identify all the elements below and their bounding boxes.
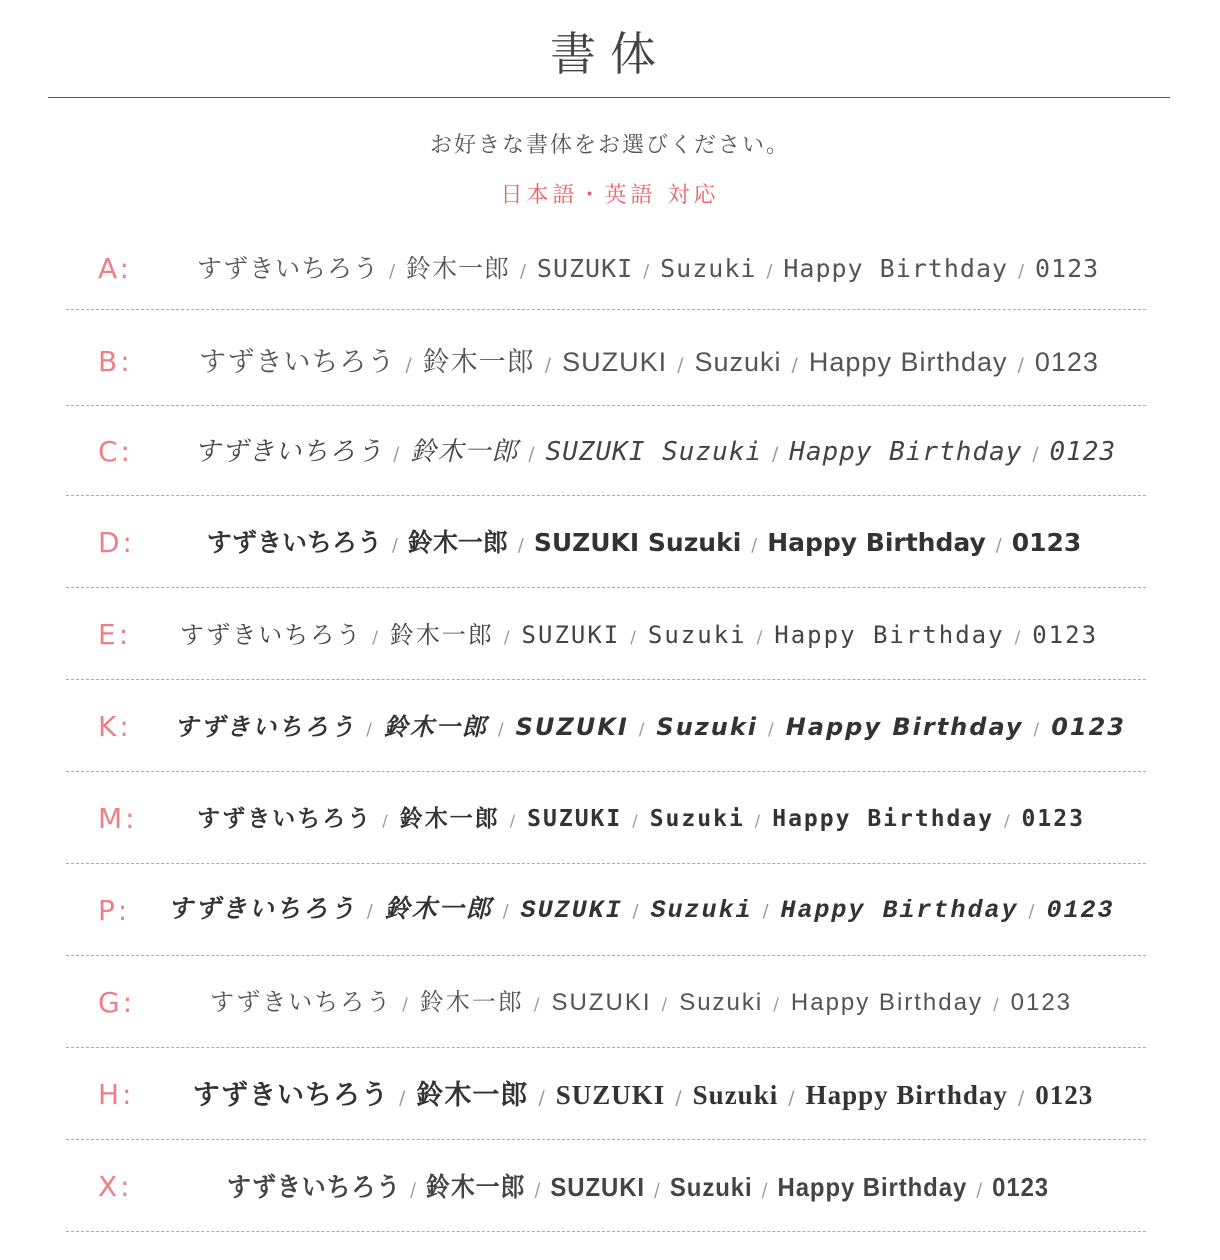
font-sample-line xyxy=(166,891,1116,932)
font-sample-text: 鈴木一郎 xyxy=(389,621,494,649)
font-sample-text: すずきいちろう xyxy=(226,1172,402,1202)
font-sample-text: 0123 xyxy=(1011,528,1082,557)
font-sample-text: 鈴木一郎 xyxy=(384,896,493,925)
font-sample-text: 鈴木一郎 xyxy=(383,713,488,741)
font-sample-text: 0123 xyxy=(1035,1080,1094,1110)
font-label: X: xyxy=(98,1170,133,1203)
font-sample-text: SUZUKI xyxy=(551,989,652,1016)
font-sample-text: すずきいちろう xyxy=(196,254,380,283)
separator-slash: / xyxy=(754,811,763,830)
font-sample-text: SUZUKI Suzuki xyxy=(545,437,763,467)
font-row-b xyxy=(66,318,1146,406)
font-sample-text: Suzuki xyxy=(679,989,764,1016)
font-sample-line xyxy=(194,432,1117,475)
font-sample-text: SUZUKI xyxy=(562,347,668,377)
font-sample-text: Happy Birthday xyxy=(785,713,1024,741)
font-sample-text: Suzuki xyxy=(656,713,759,741)
separator-slash: / xyxy=(1028,902,1037,922)
font-row-p xyxy=(66,866,1146,956)
separator-slash: / xyxy=(791,354,799,376)
font-sample-line xyxy=(178,249,1118,292)
font-sample-text: すずきいちろう xyxy=(197,806,373,832)
font-sample-line xyxy=(204,523,1084,566)
font-row-h xyxy=(66,1050,1146,1140)
font-sample-text: Suzuki xyxy=(649,806,745,832)
font-sample-text: 0123 xyxy=(1046,896,1115,925)
separator-slash: / xyxy=(772,444,780,465)
font-label: K: xyxy=(98,710,132,743)
font-sample-text: SUZUKI xyxy=(521,621,621,649)
font-sample-text: 鈴木一郎 xyxy=(410,437,519,467)
separator-slash: / xyxy=(788,1087,796,1109)
font-sample-text: SUZUKI xyxy=(555,1080,666,1110)
separator-slash: / xyxy=(372,627,380,647)
separator-slash: / xyxy=(643,262,651,282)
separator-slash: / xyxy=(630,627,638,647)
separator-slash: / xyxy=(382,811,390,830)
font-sample-text: 鈴木一郎 xyxy=(399,806,500,832)
font-label: H: xyxy=(98,1078,135,1111)
separator-slash: / xyxy=(538,1087,546,1109)
font-sample-text: 鈴木一郎 xyxy=(405,254,510,283)
separator-slash: / xyxy=(632,811,640,830)
font-label: A: xyxy=(98,252,133,285)
separator-slash: / xyxy=(677,354,685,376)
font-sample-text: すずきいちろう xyxy=(167,896,357,925)
separator-slash: / xyxy=(976,1180,983,1201)
font-row-d xyxy=(66,498,1146,588)
font-sample-text: Happy Birthday xyxy=(790,989,983,1016)
font-sample-text: Happy Birthday xyxy=(777,1172,968,1202)
font-row-e xyxy=(66,590,1146,680)
font-row-a xyxy=(66,228,1146,310)
font-sample-text: 0123 xyxy=(992,1172,1050,1202)
page-title: 書体 xyxy=(550,27,670,81)
font-sample-text: Happy Birthday xyxy=(780,896,1019,925)
font-row-g xyxy=(66,958,1146,1048)
separator-slash: / xyxy=(1017,354,1025,376)
font-sample-text: SUZUKI xyxy=(536,254,634,283)
separator-slash: / xyxy=(661,994,670,1014)
font-sample-text: Happy Birthday xyxy=(774,621,1005,649)
font-sample-text: Suzuki xyxy=(694,347,782,377)
font-sample-text: すずきいちろう xyxy=(192,1080,389,1110)
font-label: E: xyxy=(98,618,132,651)
font-sample-line xyxy=(166,983,1116,1024)
separator-slash: / xyxy=(410,1180,417,1201)
separator-slash: / xyxy=(502,902,511,922)
title-divider xyxy=(48,97,1170,98)
separator-slash: / xyxy=(405,354,413,376)
intro-subtitle: お好きな書体をお選びください。 xyxy=(429,133,790,158)
separator-slash: / xyxy=(399,1087,407,1109)
font-sample-line xyxy=(178,1075,1108,1118)
separator-slash: / xyxy=(533,994,542,1014)
font-sample-text: 0123 xyxy=(1010,989,1073,1016)
separator-slash: / xyxy=(544,354,553,376)
font-sample-text: 0123 xyxy=(1034,347,1099,377)
font-row-c xyxy=(66,408,1146,496)
separator-slash: / xyxy=(766,262,774,282)
separator-slash: / xyxy=(756,627,765,647)
separator-slash: / xyxy=(768,719,776,739)
separator-slash: / xyxy=(761,1180,769,1201)
font-sample-text: Suzuki xyxy=(669,1172,753,1202)
font-label: B: xyxy=(98,345,133,378)
separator-slash: / xyxy=(675,1087,683,1109)
font-sample-text: Suzuki xyxy=(692,1080,779,1110)
font-sample-text: Happy Birthday xyxy=(805,1080,1008,1110)
separator-slash: / xyxy=(1014,627,1023,647)
font-sample-text: Happy Birthday xyxy=(767,528,986,557)
font-sample-text: 鈴木一郎 xyxy=(426,1172,526,1202)
font-sample-text: すずきいちろう xyxy=(174,713,357,741)
font-sample-text: Suzuki xyxy=(660,254,757,283)
font-sample-line xyxy=(184,342,1114,385)
separator-slash: / xyxy=(509,811,518,830)
separator-slash: / xyxy=(534,1180,542,1201)
font-sample-text: 鈴木一郎 xyxy=(419,989,524,1016)
font-sample-text: Suzuki xyxy=(647,621,747,649)
separator-slash: / xyxy=(632,902,641,922)
font-sample-text: SUZUKI xyxy=(550,1172,645,1202)
separator-slash: / xyxy=(1004,811,1012,830)
font-sample-line xyxy=(174,615,1104,657)
separator-slash: / xyxy=(638,719,647,739)
separator-slash: / xyxy=(762,902,771,922)
font-sample-line xyxy=(196,1167,1079,1211)
font-sample-text: Happy Birthday xyxy=(772,806,995,832)
separator-slash: / xyxy=(503,627,512,647)
separator-slash: / xyxy=(520,262,527,282)
separator-slash: / xyxy=(992,994,1001,1014)
separator-slash: / xyxy=(1018,262,1025,282)
font-sample-text: SUZUKI xyxy=(527,806,623,832)
font-sample-text: SUZUKI Suzuki xyxy=(533,528,742,557)
font-sample-text: すずきいちろう xyxy=(199,347,396,377)
separator-slash: / xyxy=(1032,444,1040,465)
separator-slash: / xyxy=(389,262,396,282)
font-sample-text: すずきいちろう xyxy=(206,528,382,557)
font-sample-line xyxy=(166,799,1116,841)
separator-slash: / xyxy=(497,719,506,739)
separator-slash: / xyxy=(391,536,398,556)
font-sample-text: 0123 xyxy=(1021,806,1085,832)
font-sample-text: すずきいちろう xyxy=(209,989,393,1016)
separator-slash: / xyxy=(773,994,781,1014)
separator-slash: / xyxy=(528,444,536,465)
font-label: C: xyxy=(98,435,133,468)
separator-slash: / xyxy=(402,994,410,1014)
separator-slash: / xyxy=(654,1180,661,1201)
font-sample-text: Suzuki xyxy=(650,896,753,925)
font-sample-text: すずきいちろう xyxy=(194,437,384,467)
font-sample-text: Happy Birthday xyxy=(808,347,1008,377)
separator-slash: / xyxy=(1017,1087,1026,1109)
font-label: D: xyxy=(98,526,135,559)
font-row-m xyxy=(66,774,1146,864)
separator-slash: / xyxy=(751,536,758,556)
separator-slash: / xyxy=(393,444,401,465)
font-row-x xyxy=(66,1142,1146,1232)
font-sample-text: 0123 xyxy=(1032,621,1099,649)
font-sample-text: SUZUKI xyxy=(520,896,623,925)
font-label: P: xyxy=(98,894,131,927)
font-sample-text: Happy Birthday xyxy=(783,254,1009,283)
font-label: M: xyxy=(98,802,138,835)
font-sample-text: 0123 xyxy=(1049,437,1117,467)
separator-slash: / xyxy=(366,719,374,739)
language-support-note: 日本語・英語 対応 xyxy=(500,183,720,208)
font-sample-text: すずきいちろう xyxy=(179,621,363,649)
font-sample-text: Happy Birthday xyxy=(789,437,1023,467)
font-label: G: xyxy=(98,986,136,1019)
font-row-k xyxy=(66,682,1146,772)
font-sample-line xyxy=(174,707,1126,749)
separator-slash: / xyxy=(1033,719,1042,739)
font-sample-text: 鈴木一郎 xyxy=(422,347,535,377)
font-sample-text: SUZUKI xyxy=(515,713,629,741)
separator-slash: / xyxy=(366,902,375,922)
font-sample-text: 鈴木一郎 xyxy=(416,1080,529,1110)
separator-slash: / xyxy=(995,536,1002,556)
font-sample-text: 0123 xyxy=(1034,254,1100,283)
separator-slash: / xyxy=(517,536,524,556)
font-sample-text: 0123 xyxy=(1051,713,1126,741)
font-sample-text: 鈴木一郎 xyxy=(407,528,508,557)
